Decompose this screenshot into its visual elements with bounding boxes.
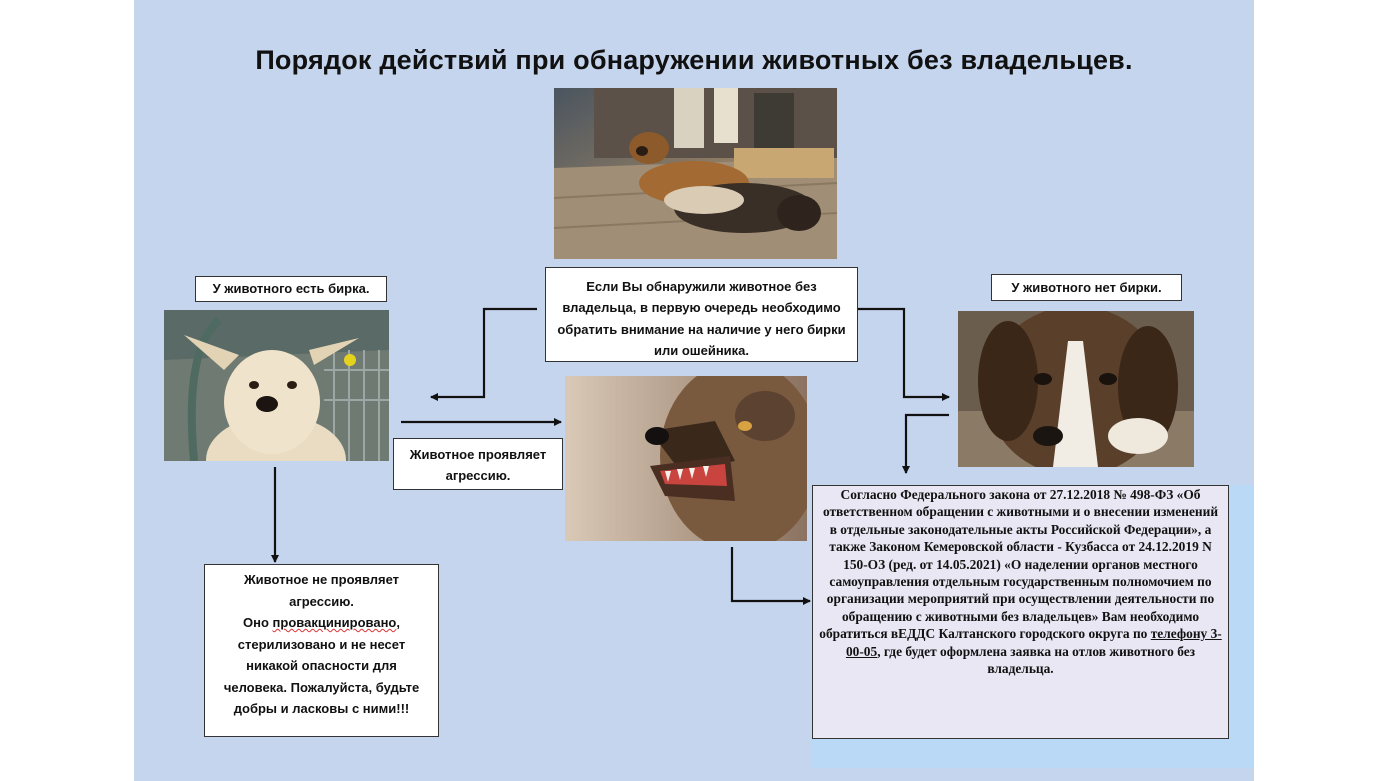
center-instruction-text: Если Вы обнаружили животное без владельца, в первую очередь необходимо обратить внимание на наличие у него бирки или ошейника. xyxy=(557,279,846,358)
arrow-aggression-to-law xyxy=(732,547,810,601)
no-aggression-text-a: Оно xyxy=(243,615,273,630)
arrow-right-to-law xyxy=(906,415,949,473)
no-aggression-text-b: провакцинировано xyxy=(272,615,397,630)
law-text-b: , где будет оформлена заявка на отлов животного без владельца. xyxy=(877,643,1196,677)
law-text-a: Согласно Федерального закона от 27.12.2018 № 498-ФЗ «Об ответственном обращении с животными и о внесении изменений в отдельные законодательные акты Российской Федерации», а также Законом Кемеровской области - Кузбасса от 24.12.2019 N 150-ОЗ (ред. от 14.05.2021) «О наделении органов местного самоуправления отдельным государственным полномочием по организации мероприятий при осуществлении деятельности по обращению с животными без владельцев» Вам необходимо обратиться вЕДДС Калтанского городского округа по xyxy=(819,487,1219,642)
label-no-tag-text: У животного нет бирки. xyxy=(1011,280,1162,295)
arrow-center-to-left xyxy=(431,309,537,397)
no-aggression-line1: Животное не проявляет агрессию. xyxy=(243,572,400,609)
no-aggression-text-c: , стерилизовано и не несет никакой опасности для человека. Пожалуйста, будьте добры и ласковы с ними!!! xyxy=(223,615,420,716)
page-title: Порядок действий при обнаружении животных без владельцев. xyxy=(255,45,1133,75)
arrow-center-to-right xyxy=(858,309,949,397)
aggression-text: Животное проявляет агрессию. xyxy=(409,447,547,483)
label-has-tag-text: У животного есть бирка. xyxy=(212,281,370,296)
law-phone: телефону 3-00-05 xyxy=(845,626,1222,659)
